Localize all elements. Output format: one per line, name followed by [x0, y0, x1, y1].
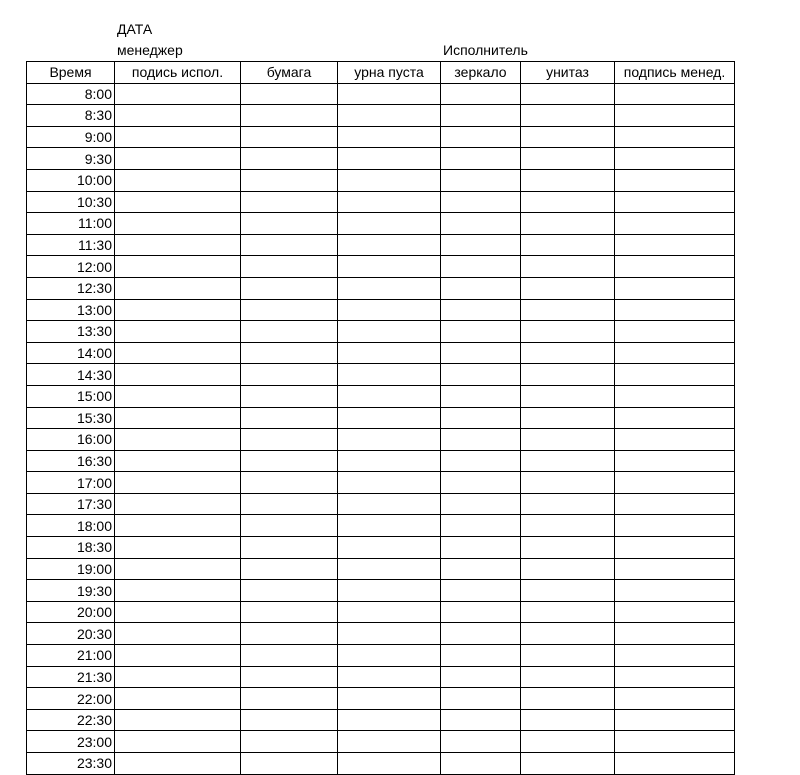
bin-empty-cell[interactable] [338, 558, 441, 580]
time-cell: 21:30 [27, 666, 115, 688]
executor-signature-cell[interactable] [115, 709, 241, 731]
manager-signature-cell[interactable] [615, 580, 735, 602]
manager-signature-cell[interactable] [615, 753, 735, 775]
table-row [27, 493, 735, 515]
bin-empty-cell[interactable] [338, 169, 441, 191]
table-row [27, 299, 735, 321]
paper-cell[interactable] [241, 407, 338, 429]
executor-label: Исполнитель [443, 42, 528, 58]
table-row [27, 277, 735, 299]
paper-cell[interactable] [241, 83, 338, 105]
manager-signature-cell[interactable] [615, 321, 735, 343]
toilet-cell[interactable] [521, 169, 615, 191]
paper-cell[interactable] [241, 429, 338, 451]
bin-empty-cell[interactable] [338, 666, 441, 688]
executor-signature-cell[interactable] [115, 321, 241, 343]
toilet-cell[interactable] [521, 515, 615, 537]
manager-signature-cell[interactable] [615, 234, 735, 256]
time-cell: 14:30 [27, 364, 115, 386]
mirror-cell[interactable] [441, 493, 521, 515]
toilet-cell[interactable] [521, 191, 615, 213]
table-row [27, 580, 735, 602]
manager-signature-cell[interactable] [615, 342, 735, 364]
mirror-cell[interactable] [441, 623, 521, 645]
bin-empty-cell[interactable] [338, 191, 441, 213]
toilet-cell[interactable] [521, 148, 615, 170]
mirror-cell[interactable] [441, 645, 521, 667]
toilet-cell[interactable] [521, 450, 615, 472]
table-row [27, 364, 735, 386]
bin-empty-cell[interactable] [338, 299, 441, 321]
mirror-cell[interactable] [441, 472, 521, 494]
manager-signature-cell[interactable] [615, 450, 735, 472]
manager-signature-cell[interactable] [615, 126, 735, 148]
time-cell: 8:00 [27, 83, 115, 105]
mirror-cell[interactable] [441, 580, 521, 602]
mirror-cell[interactable] [441, 688, 521, 710]
table-row [27, 126, 735, 148]
bin-empty-cell[interactable] [338, 277, 441, 299]
manager-signature-cell[interactable] [615, 472, 735, 494]
toilet-cell[interactable] [521, 580, 615, 602]
time-cell: 9:00 [27, 126, 115, 148]
paper-cell[interactable] [241, 299, 338, 321]
paper-cell[interactable] [241, 321, 338, 343]
executor-signature-cell[interactable] [115, 385, 241, 407]
mirror-cell[interactable] [441, 450, 521, 472]
manager-signature-cell[interactable] [615, 645, 735, 667]
bin-empty-cell[interactable] [338, 472, 441, 494]
executor-signature-cell[interactable] [115, 342, 241, 364]
bin-empty-cell[interactable] [338, 688, 441, 710]
date-label: ДАТА [117, 21, 153, 37]
table-row [27, 558, 735, 580]
bin-empty-cell[interactable] [338, 709, 441, 731]
executor-signature-cell[interactable] [115, 364, 241, 386]
paper-cell[interactable] [241, 472, 338, 494]
bin-empty-cell[interactable] [338, 753, 441, 775]
manager-signature-cell[interactable] [615, 666, 735, 688]
mirror-cell[interactable] [441, 148, 521, 170]
table-row [27, 342, 735, 364]
manager-signature-cell[interactable] [615, 429, 735, 451]
paper-cell[interactable] [241, 537, 338, 559]
manager-signature-cell[interactable] [615, 537, 735, 559]
executor-signature-cell[interactable] [115, 450, 241, 472]
table-header-row [27, 62, 735, 84]
paper-cell[interactable] [241, 234, 338, 256]
mirror-cell[interactable] [441, 407, 521, 429]
table-row [27, 169, 735, 191]
toilet-cell[interactable] [521, 623, 615, 645]
time-cell: 12:00 [27, 256, 115, 278]
toilet-cell[interactable] [521, 666, 615, 688]
paper-cell[interactable] [241, 169, 338, 191]
manager-signature-cell[interactable] [615, 558, 735, 580]
bin-empty-cell[interactable] [338, 450, 441, 472]
bin-empty-cell[interactable] [338, 601, 441, 623]
paper-cell[interactable] [241, 558, 338, 580]
time-cell: 15:00 [27, 385, 115, 407]
toilet-cell[interactable] [521, 709, 615, 731]
toilet-cell[interactable] [521, 83, 615, 105]
bin-empty-cell[interactable] [338, 515, 441, 537]
executor-signature-cell[interactable] [115, 580, 241, 602]
mirror-cell[interactable] [441, 429, 521, 451]
bin-empty-cell[interactable] [338, 580, 441, 602]
executor-signature-cell[interactable] [115, 731, 241, 753]
executor-signature-cell[interactable] [115, 191, 241, 213]
mirror-cell[interactable] [441, 169, 521, 191]
time-cell: 19:30 [27, 580, 115, 602]
time-cell: 13:00 [27, 299, 115, 321]
time-cell: 22:30 [27, 709, 115, 731]
time-cell: 15:30 [27, 407, 115, 429]
mirror-cell[interactable] [441, 709, 521, 731]
mirror-cell[interactable] [441, 342, 521, 364]
bin-empty-cell[interactable] [338, 407, 441, 429]
paper-cell[interactable] [241, 342, 338, 364]
executor-signature-cell[interactable] [115, 537, 241, 559]
manager-signature-cell[interactable] [615, 105, 735, 127]
paper-cell[interactable] [241, 688, 338, 710]
toilet-cell[interactable] [521, 407, 615, 429]
table-row [27, 515, 735, 537]
time-cell: 23:00 [27, 731, 115, 753]
mirror-cell[interactable] [441, 558, 521, 580]
manager-signature-cell[interactable] [615, 256, 735, 278]
manager-signature-cell[interactable] [615, 213, 735, 235]
table-body [27, 83, 735, 774]
toilet-cell[interactable] [521, 537, 615, 559]
manager-signature-cell[interactable] [615, 601, 735, 623]
paper-cell[interactable] [241, 666, 338, 688]
table-row [27, 105, 735, 127]
mirror-cell[interactable] [441, 83, 521, 105]
mirror-cell[interactable] [441, 753, 521, 775]
executor-signature-cell[interactable] [115, 169, 241, 191]
column-header-executor-signature: подись испол. [115, 62, 241, 84]
toilet-cell[interactable] [521, 364, 615, 386]
executor-signature-cell[interactable] [115, 407, 241, 429]
bin-empty-cell[interactable] [338, 234, 441, 256]
time-cell: 21:00 [27, 645, 115, 667]
toilet-cell[interactable] [521, 601, 615, 623]
paper-cell[interactable] [241, 277, 338, 299]
manager-signature-cell[interactable] [615, 493, 735, 515]
time-cell: 18:30 [27, 537, 115, 559]
executor-signature-cell[interactable] [115, 558, 241, 580]
executor-signature-cell[interactable] [115, 429, 241, 451]
table-row [27, 385, 735, 407]
paper-cell[interactable] [241, 126, 338, 148]
mirror-cell[interactable] [441, 515, 521, 537]
paper-cell[interactable] [241, 256, 338, 278]
toilet-cell[interactable] [521, 321, 615, 343]
manager-signature-cell[interactable] [615, 688, 735, 710]
table-row [27, 731, 735, 753]
mirror-cell[interactable] [441, 364, 521, 386]
time-cell: 18:00 [27, 515, 115, 537]
table-row [27, 191, 735, 213]
bin-empty-cell[interactable] [338, 105, 441, 127]
paper-cell[interactable] [241, 601, 338, 623]
bin-empty-cell[interactable] [338, 429, 441, 451]
paper-cell[interactable] [241, 191, 338, 213]
table-row [27, 148, 735, 170]
mirror-cell[interactable] [441, 234, 521, 256]
bin-empty-cell[interactable] [338, 731, 441, 753]
bin-empty-cell[interactable] [338, 493, 441, 515]
time-cell: 23:30 [27, 753, 115, 775]
column-header-manager-signature: подпись менед. [615, 62, 735, 84]
column-header-toilet: унитаз [521, 62, 615, 84]
executor-signature-cell[interactable] [115, 688, 241, 710]
time-cell: 20:00 [27, 601, 115, 623]
table-row [27, 601, 735, 623]
executor-signature-cell[interactable] [115, 234, 241, 256]
time-cell: 20:30 [27, 623, 115, 645]
paper-cell[interactable] [241, 753, 338, 775]
toilet-cell[interactable] [521, 645, 615, 667]
paper-cell[interactable] [241, 105, 338, 127]
paper-cell[interactable] [241, 213, 338, 235]
manager-signature-cell[interactable] [615, 277, 735, 299]
manager-signature-cell[interactable] [615, 364, 735, 386]
toilet-cell[interactable] [521, 472, 615, 494]
bin-empty-cell[interactable] [338, 126, 441, 148]
bin-empty-cell[interactable] [338, 321, 441, 343]
time-cell: 14:00 [27, 342, 115, 364]
executor-signature-cell[interactable] [115, 601, 241, 623]
bin-empty-cell[interactable] [338, 213, 441, 235]
manager-signature-cell[interactable] [615, 83, 735, 105]
executor-signature-cell[interactable] [115, 515, 241, 537]
paper-cell[interactable] [241, 731, 338, 753]
toilet-cell[interactable] [521, 493, 615, 515]
column-header-bin-empty: урна пуста [338, 62, 441, 84]
paper-cell[interactable] [241, 623, 338, 645]
table-row [27, 256, 735, 278]
column-header-mirror: зеркало [441, 62, 521, 84]
toilet-cell[interactable] [521, 277, 615, 299]
executor-signature-cell[interactable] [115, 213, 241, 235]
time-cell: 22:00 [27, 688, 115, 710]
table-row [27, 450, 735, 472]
executor-signature-cell[interactable] [115, 666, 241, 688]
manager-signature-cell[interactable] [615, 191, 735, 213]
paper-cell[interactable] [241, 385, 338, 407]
executor-signature-cell[interactable] [115, 277, 241, 299]
toilet-cell[interactable] [521, 429, 615, 451]
table-row [27, 321, 735, 343]
paper-cell[interactable] [241, 709, 338, 731]
manager-signature-cell[interactable] [615, 407, 735, 429]
manager-signature-cell[interactable] [615, 515, 735, 537]
mirror-cell[interactable] [441, 277, 521, 299]
time-cell: 11:00 [27, 213, 115, 235]
table-row [27, 645, 735, 667]
executor-signature-cell[interactable] [115, 148, 241, 170]
mirror-cell[interactable] [441, 731, 521, 753]
table-row [27, 429, 735, 451]
time-cell: 11:30 [27, 234, 115, 256]
toilet-cell[interactable] [521, 299, 615, 321]
table-row [27, 666, 735, 688]
bin-empty-cell[interactable] [338, 537, 441, 559]
mirror-cell[interactable] [441, 256, 521, 278]
toilet-cell[interactable] [521, 688, 615, 710]
time-cell: 13:30 [27, 321, 115, 343]
bin-empty-cell[interactable] [338, 148, 441, 170]
bin-empty-cell[interactable] [338, 342, 441, 364]
executor-signature-cell[interactable] [115, 753, 241, 775]
time-cell: 17:00 [27, 472, 115, 494]
mirror-cell[interactable] [441, 321, 521, 343]
bin-empty-cell[interactable] [338, 623, 441, 645]
table-row [27, 709, 735, 731]
time-cell: 19:00 [27, 558, 115, 580]
mirror-cell[interactable] [441, 666, 521, 688]
paper-cell[interactable] [241, 450, 338, 472]
time-cell: 9:30 [27, 148, 115, 170]
toilet-cell[interactable] [521, 126, 615, 148]
manager-signature-cell[interactable] [615, 623, 735, 645]
table-row [27, 753, 735, 775]
cleaning-log-table [26, 61, 735, 775]
paper-cell[interactable] [241, 148, 338, 170]
toilet-cell[interactable] [521, 256, 615, 278]
mirror-cell[interactable] [441, 126, 521, 148]
time-cell: 8:30 [27, 105, 115, 127]
executor-signature-cell[interactable] [115, 105, 241, 127]
toilet-cell[interactable] [521, 234, 615, 256]
manager-signature-cell[interactable] [615, 731, 735, 753]
toilet-cell[interactable] [521, 558, 615, 580]
toilet-cell[interactable] [521, 385, 615, 407]
mirror-cell[interactable] [441, 105, 521, 127]
manager-label: менеджер [117, 42, 183, 58]
manager-signature-cell[interactable] [615, 299, 735, 321]
toilet-cell[interactable] [521, 213, 615, 235]
toilet-cell[interactable] [521, 342, 615, 364]
executor-signature-cell[interactable] [115, 256, 241, 278]
table-row [27, 472, 735, 494]
column-header-paper: бумага [241, 62, 338, 84]
table-row [27, 623, 735, 645]
executor-signature-cell[interactable] [115, 645, 241, 667]
toilet-cell[interactable] [521, 105, 615, 127]
bin-empty-cell[interactable] [338, 83, 441, 105]
executor-signature-cell[interactable] [115, 472, 241, 494]
paper-cell[interactable] [241, 645, 338, 667]
executor-signature-cell[interactable] [115, 493, 241, 515]
mirror-cell[interactable] [441, 601, 521, 623]
bin-empty-cell[interactable] [338, 256, 441, 278]
paper-cell[interactable] [241, 364, 338, 386]
table-row [27, 407, 735, 429]
toilet-cell[interactable] [521, 731, 615, 753]
table-row [27, 234, 735, 256]
table-row [27, 688, 735, 710]
mirror-cell[interactable] [441, 213, 521, 235]
column-header-time: Время [27, 62, 115, 84]
table-row [27, 537, 735, 559]
executor-signature-cell[interactable] [115, 623, 241, 645]
time-cell: 10:30 [27, 191, 115, 213]
time-cell: 16:30 [27, 450, 115, 472]
manager-signature-cell[interactable] [615, 148, 735, 170]
time-cell: 16:00 [27, 429, 115, 451]
paper-cell[interactable] [241, 493, 338, 515]
paper-cell[interactable] [241, 515, 338, 537]
bin-empty-cell[interactable] [338, 364, 441, 386]
mirror-cell[interactable] [441, 385, 521, 407]
mirror-cell[interactable] [441, 299, 521, 321]
mirror-cell[interactable] [441, 191, 521, 213]
time-cell: 17:30 [27, 493, 115, 515]
executor-signature-cell[interactable] [115, 299, 241, 321]
table-row [27, 83, 735, 105]
bin-empty-cell[interactable] [338, 645, 441, 667]
time-cell: 10:00 [27, 169, 115, 191]
manager-signature-cell[interactable] [615, 385, 735, 407]
manager-signature-cell[interactable] [615, 709, 735, 731]
table-row [27, 213, 735, 235]
bin-empty-cell[interactable] [338, 385, 441, 407]
mirror-cell[interactable] [441, 537, 521, 559]
paper-cell[interactable] [241, 580, 338, 602]
executor-signature-cell[interactable] [115, 83, 241, 105]
executor-signature-cell[interactable] [115, 126, 241, 148]
time-cell: 12:30 [27, 277, 115, 299]
toilet-cell[interactable] [521, 753, 615, 775]
manager-signature-cell[interactable] [615, 169, 735, 191]
